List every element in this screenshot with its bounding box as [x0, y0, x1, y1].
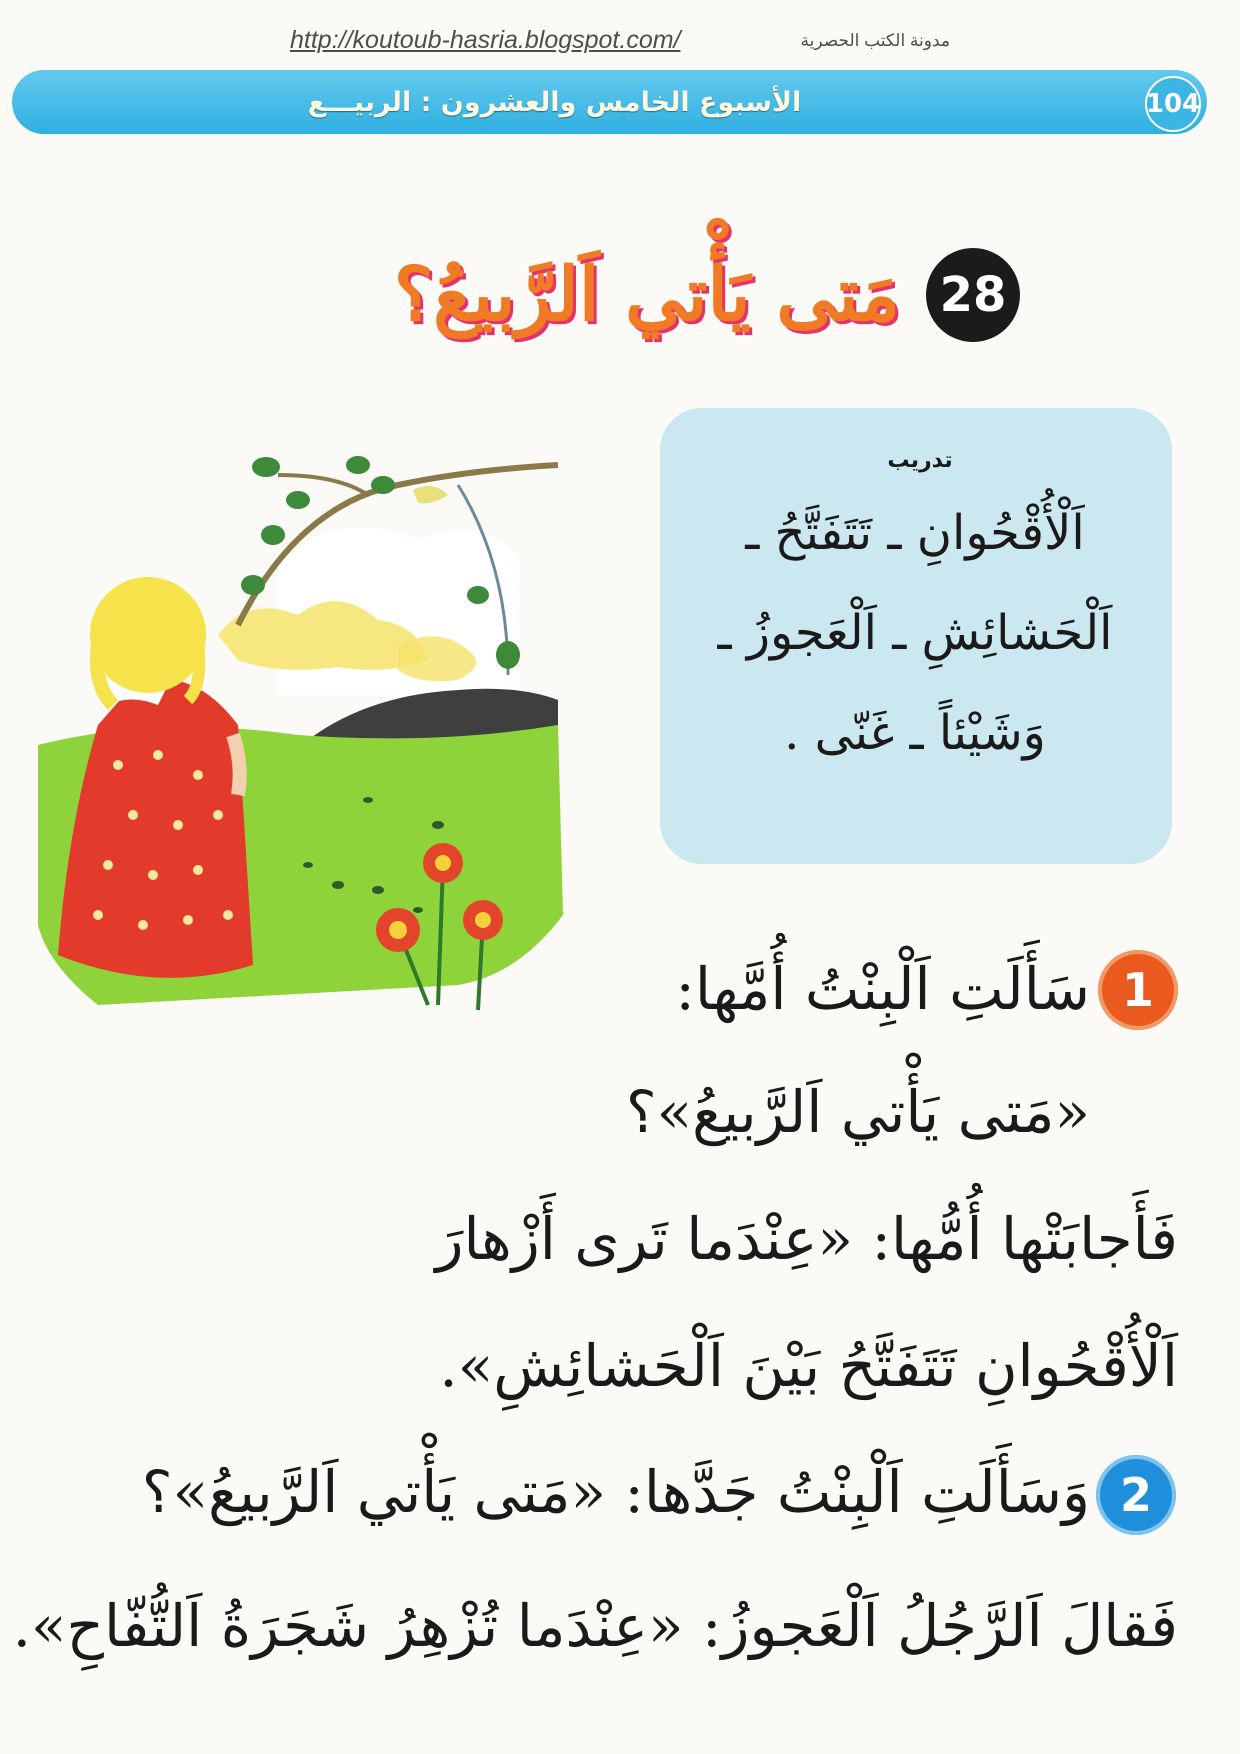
paragraph-line: «مَتى يَأْتي اَلرَّبيعُ»؟ [625, 1078, 1090, 1146]
practice-label: تدريب [887, 448, 953, 473]
practice-line: وَشَيْئاً ـ غَنّى . [784, 705, 1046, 761]
lesson-title: مَتى يَأْتي اَلرَّبيعُ؟ [393, 252, 900, 338]
paragraph-line: سَأَلَتِ اَلْبِنْتُ أُمَّها: [675, 955, 1090, 1023]
lesson-heading [260, 240, 1020, 350]
lesson-number: 28 [926, 248, 1020, 342]
header-bar [12, 70, 1207, 134]
paragraph-line: اَلْأُقْحُوانِ تَتَفَتَّحُ بَيْنَ اَلْحَشائِشِ». [439, 1332, 1178, 1400]
practice-line: اَلْأُقْحُوانِ ـ تَتَفَتَّحُ ـ [745, 505, 1085, 561]
paragraph-line: وَسَأَلَتِ اَلْبِنْتُ جَدَّها: «مَتى يَأْتي اَلرَّبيعُ»؟ [141, 1458, 1090, 1526]
blog-url-link[interactable]: http://koutoub-hasria.blogspot.com/ [290, 26, 681, 54]
girl-spring-illustration [38, 445, 638, 1060]
paragraph-1-badge: 1 [1098, 950, 1178, 1030]
watermark [290, 26, 950, 55]
paragraph-line: فَقالَ اَلرَّجُلُ اَلْعَجوزُ: «عِنْدَما تُزْهِرُ شَجَرَةُ اَلتُّفّاحِ». [12, 1592, 1178, 1660]
practice-line: اَلْحَشائِشِ ـ اَلْعَجوزُ ـ [717, 605, 1113, 661]
paragraph-2-badge: 2 [1096, 1455, 1176, 1535]
week-title: الأسبوع الخامس والعشرون : الربيـــع [307, 86, 802, 118]
page-number: 104 [1145, 76, 1201, 132]
paragraph-line: فَأَجابَتْها أُمُّها: «عِنْدَما تَرى أَزْهارَ [435, 1205, 1178, 1273]
blog-name: مدونة الكتب الحصرية [800, 30, 950, 50]
